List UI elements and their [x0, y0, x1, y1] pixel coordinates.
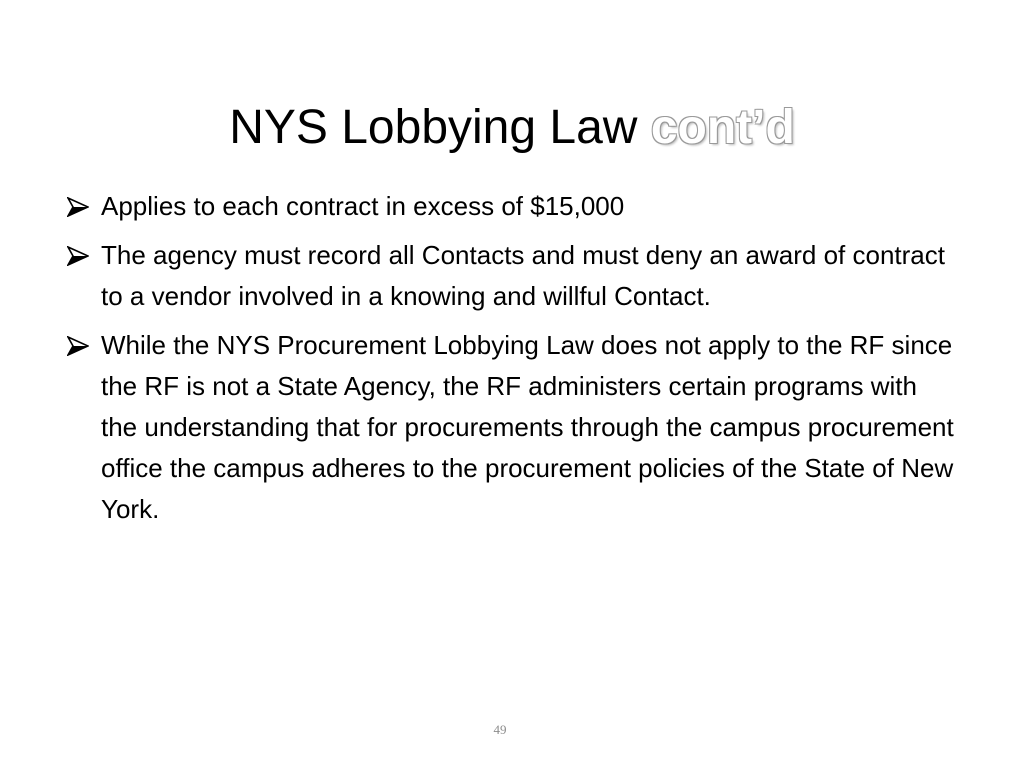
slide-title-suffix: cont’d: [650, 101, 795, 155]
arrow-bullet-icon: [67, 325, 93, 366]
bullet-text: The agency must record all Contacts and must deny an award of contract to a vendor involved in a knowing and willful Contact.: [101, 240, 945, 311]
arrow-bullet-icon: [67, 235, 93, 276]
bullet-list: [64, 186, 960, 538]
bullet-text: While the NYS Procurement Lobbying Law does not apply to the RF since the RF is not a State Agency, the RF administers certain programs with the understanding that for procurements through the campus procurement office the campus adheres to the procurement policies of the State of New York.: [101, 330, 954, 524]
bullet-item: [64, 325, 960, 530]
bullet-text: Applies to each contract in excess of $15,000: [101, 191, 625, 221]
bullet-item: [64, 186, 960, 227]
page-number: 49: [493, 722, 507, 737]
slide-title: [0, 96, 1024, 160]
slide-title-main: NYS Lobbying Law: [229, 101, 638, 155]
bullet-item: [64, 235, 960, 317]
arrow-bullet-icon: [67, 186, 93, 227]
